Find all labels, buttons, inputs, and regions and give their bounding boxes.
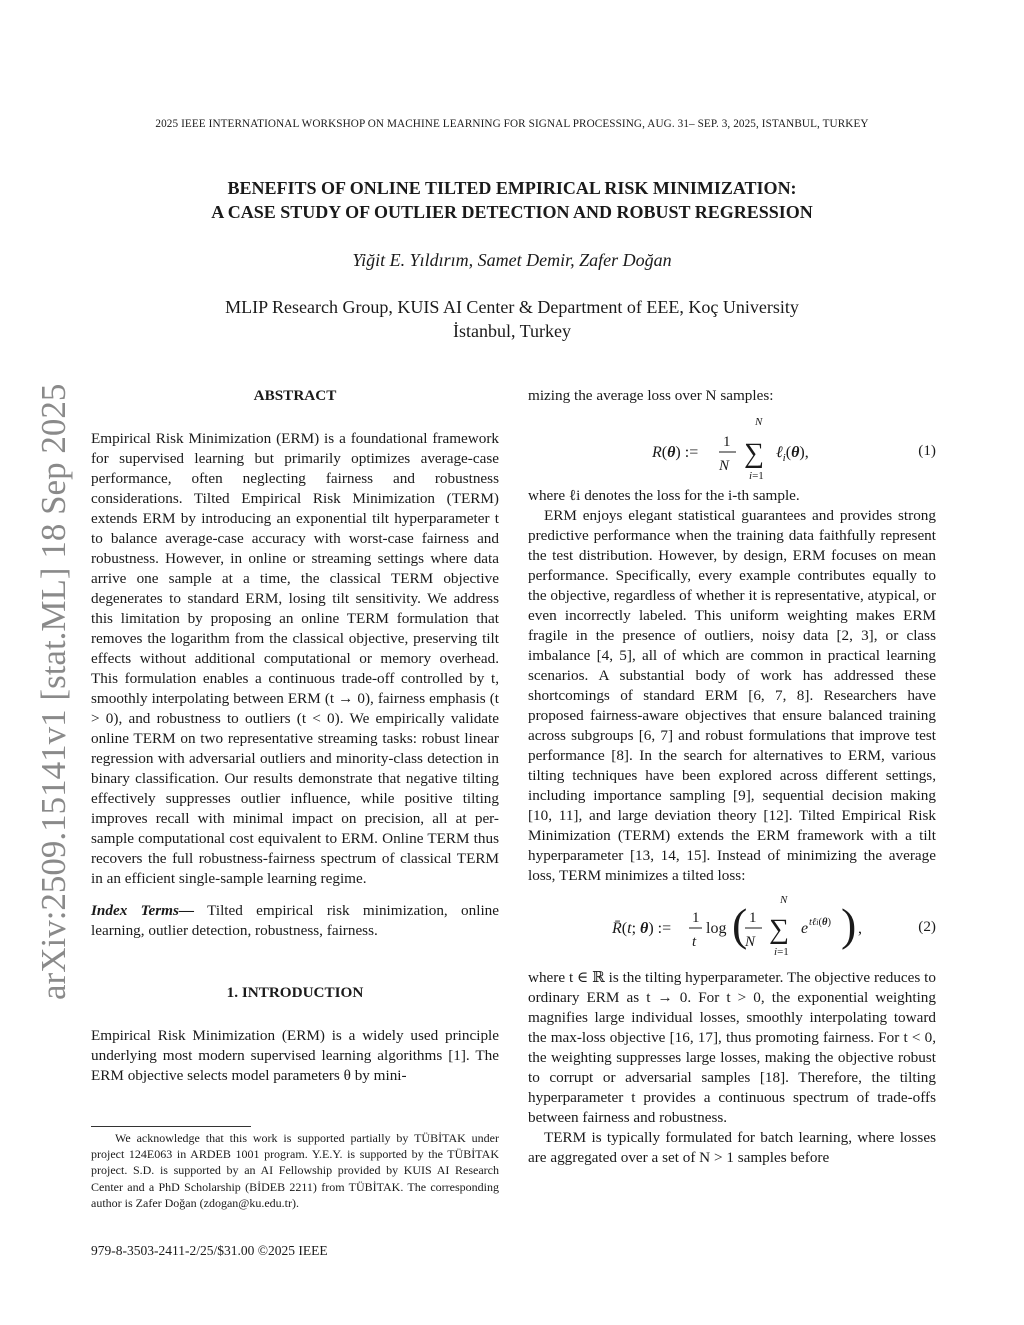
abstract-section (91, 386, 499, 1086)
abstract-heading: ABSTRACT (253, 387, 337, 404)
svg-text:,: , (858, 920, 862, 937)
index-terms-text: Tilted empirical risk minimization, online learning, outlier detection, robustness, fairness. (91, 902, 499, 939)
right-paragraph-1: mizing the average loss over N samples: (528, 387, 774, 404)
intro-heading: 1. INTRODUCTION (226, 984, 364, 1001)
affiliation-line-1: MLIP Research Group, KUIS AI Center & Department of EEE, Koç University (225, 297, 799, 317)
svg-text:i=1: i=1 (749, 470, 764, 482)
footnote-rule (91, 1126, 251, 1127)
right-paragraph-3: ERM enjoys elegant statistical guarantees and provides strong predictive performance when the training data faithfully represent the test distribution. However, by design, ERM focuses on mean performance. Specifically, every example contributes equally to the objective, regardless of whether it is representative, atypical, or even incorrectly labeled. This uniform weighting makes ERM fragile in the presence of outliers, noisy data [2, 3], or class imbalance [4, 5], all of which are common in practical learning scenarios. A substantial body of work has addressed these shortcomings of standard ERM [6, 7, 8]. Researchers have proposed fairness-aware objectives that ensure balanced training across subgroups [6, 7] and robust formulations that improve test performance [8]. In the search for alternatives to ERM, various tilting techniques have been explored across different settings, including importance sampling [9], sequential decision making [10, 11], and large deviation theory [12]. Tilted Empirical Risk Minimization (TERM) extends the ERM framework with a tilt hyperparameter [13, 14, 15]. Instead of minimizing the average loss, TERM minimizes a tilted loss: (528, 507, 936, 884)
arxiv-stamp: arXiv:2509.15141v1 [stat.ML] 18 Sep 2025 (34, 383, 73, 1000)
svg-text:1: 1 (692, 910, 700, 926)
equation-2-number: (2) (918, 918, 936, 935)
svg-text:N: N (719, 458, 730, 474)
right-paragraph-2: where ℓi denotes the loss for the i-th sample. (528, 487, 800, 504)
authors: Yiğit E. Yıldırım, Samet Demir, Zafer Doğan (352, 250, 672, 270)
footnote: We acknowledge that this work is supported partially by TÜBİTAK under project 124E063 in ARDEB 1001 program. Y.E.Y. is supported by the TÜBİTAK project. S.D. is supported by an AI Fellowship provided by KUIS AI Research Center and a PhD Scholarship (BİDEB 2211) from TÜBİTAK. The corresponding author is Zafer Doğan (zdogan@ku.edu.tr). (91, 1131, 499, 1210)
svg-text:log: log (706, 920, 727, 937)
svg-text:∑: ∑ (769, 914, 789, 945)
svg-text:ℓi(θ),: ℓ$_i$(θ), (776, 444, 809, 464)
equation-2 (528, 890, 936, 964)
svg-text:t: t (692, 934, 697, 950)
svg-text:∑: ∑ (744, 438, 764, 469)
svg-text:1: 1 (723, 434, 731, 450)
svg-text:i=1: i=1 (774, 946, 789, 958)
abstract-text: Empirical Risk Minimization (ERM) is a foundational framework for supervised learning but primarily optimizes average-case performance, often neglecting fairness and robustness considerations. Tilted Empirical Risk Minimization (TERM) extends ERM by introducing an exponential tilt hyperparameter t to balance average-case accuracy with worst-case fairness and robustness. However, in online or streaming settings where data arrive one sample at a time, the classical TERM objective degenerates to standard ERM, losing tilt sensitivity. We address this limitation by proposing an online TERM formulation that removes the logarithm from the classical objective, preserving tilt effects without additional computational or memory overhead. This formulation enables a continuous trade-off controlled by t, smoothly interpolating between ERM (t → 0), fairness emphasis (t > 0), and robustness to outliers (t < 0). We empirically validate online TERM on two representative streaming tasks: robust linear regression with adversarial outliers and minority-class detection in binary classification. Our results demonstrate that negative tilting effectively suppresses outlier influence, while positive tilting improves recall with minimal impact on precision, all at per-sample computational cost equivalent to ERM. Online TERM thus recovers the full robustness-fairness spectrum of classical TERM in an efficient single-sample learning regime. (91, 430, 499, 887)
copyright-footer: 979-8-3503-2411-2/25/$31.00 ©2025 IEEE (91, 1243, 328, 1258)
intro-text: Empirical Risk Minimization (ERM) is a widely used principle underlying most modern supervised learning algorithms [1]. The ERM objective selects model parameters θ by mini- (91, 1027, 499, 1084)
right-paragraph-4: where t ∈ ℝ is the tilting hyperparameter. The objective reduces to ordinary ERM as t → 0. For t > 0, the exponential weighting magnifies large individual losses, smoothly interpolating toward the max-loss objective [16, 17], thus promoting fairness. For t < 0, the weighting suppresses large losses, making the objective robust to corrupt or adversarial samples [18]. Therefore, the tilting hyperparameter t provides a continuous spectrum of trade-offs between fairness and robustness. (528, 969, 936, 1126)
svg-text:R̄(t; θ) :=: R̄(t; θ) := (612, 920, 672, 937)
title-line-2: A CASE STUDY OF OUTLIER DETECTION AND ROBUST REGRESSION (211, 202, 813, 222)
equation-1 (528, 412, 936, 490)
conference-header: 2025 IEEE INTERNATIONAL WORKSHOP ON MACHINE LEARNING FOR SIGNAL PROCESSING, AUG. 31– SEP. 3, 2025, ISTANBUL, TURKEY (155, 118, 869, 130)
index-terms (91, 901, 499, 941)
equation-1-number: (1) (918, 442, 936, 459)
svg-text:N: N (780, 894, 788, 906)
svg-text:N: N (755, 416, 763, 428)
affiliation (0, 295, 1024, 343)
svg-text:1: 1 (749, 910, 757, 926)
svg-text:tℓi(θ): tℓi(θ) (809, 917, 831, 928)
svg-text:e: e (801, 920, 809, 937)
affiliation-line-2: İstanbul, Turkey (452, 321, 571, 341)
right-column (528, 386, 936, 1168)
svg-text:N: N (745, 934, 756, 950)
svg-text:R(θ) :=: R(θ) := (652, 444, 699, 461)
right-paragraph-5: TERM is typically formulated for batch learning, where losses are aggregated over a set of N > 1 samples before (528, 1129, 936, 1166)
svg-text:): ) (841, 899, 857, 950)
paper-title (0, 176, 1024, 224)
equation-2-formula (610, 890, 870, 964)
title-line-1: BENEFITS OF ONLINE TILTED EMPIRICAL RISK MINIMIZATION: (227, 178, 797, 198)
index-terms-label: Index Terms— (91, 902, 195, 919)
svg-text:(: ( (732, 899, 748, 950)
